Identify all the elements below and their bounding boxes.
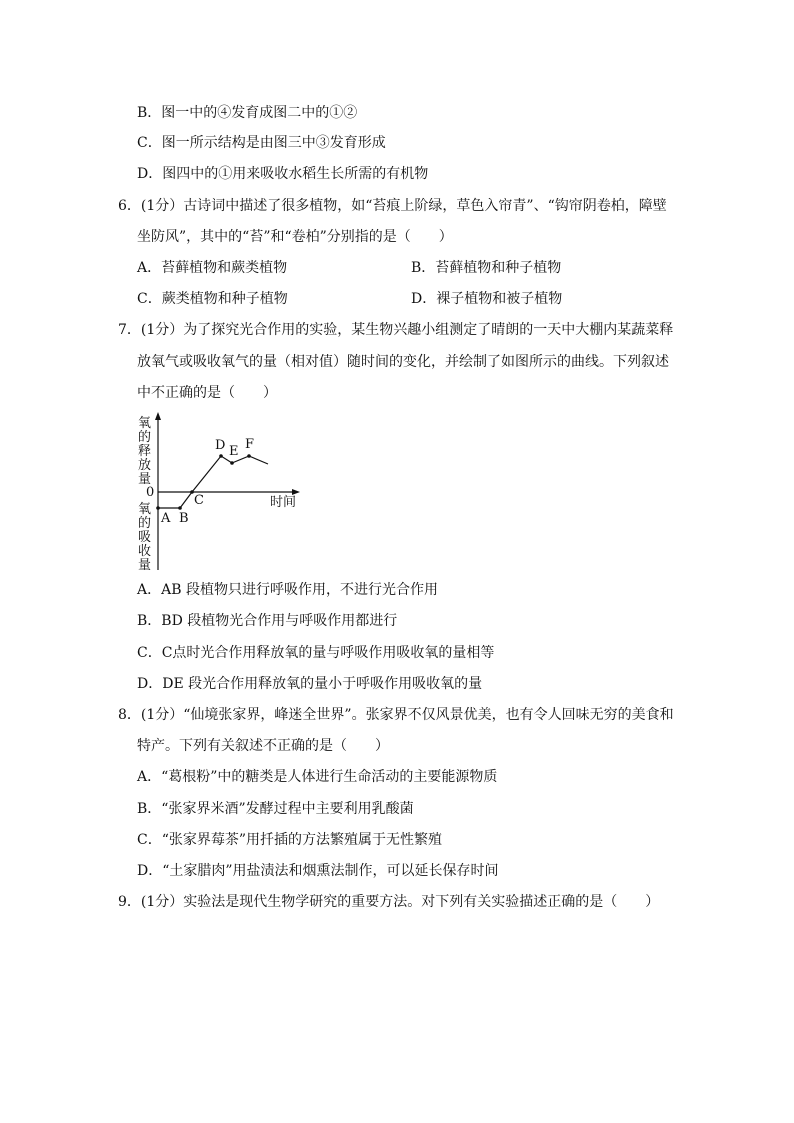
point-c-label: C (194, 493, 204, 508)
point-f-dot (247, 454, 251, 458)
q7-option-a: A．AB 段植物只进行呼吸作用，不进行光合作用 (137, 582, 438, 598)
q7-option-c: C．C点时光合作用释放氧的量与呼吸作用吸收氧的量相等 (137, 645, 495, 661)
q5-option-d: D．图四中的①用来吸收水稻生长所需的有机物 (137, 166, 429, 182)
q7-stem-line2: 放氧气或吸收氧气的量（相对值）随时间的变化，并绘制了如图所示的曲线。下列叙述 (137, 354, 669, 370)
q8-option-b: B．“张家界米酒”发酵过程中主要利用乳酸菌 (137, 801, 414, 817)
oxygen-curve-figure (130, 410, 310, 575)
x-axis-label: 时间 (270, 495, 297, 510)
q7-option-b: B．BD 段植物光合作用与呼吸作用都进行 (137, 613, 398, 629)
zero-label: 0 (146, 485, 155, 500)
point-a-label: A (161, 511, 171, 526)
y-bottom-label-4: 收 (138, 544, 152, 559)
q6-option-a: A．苔藓植物和蕨类植物 (137, 260, 288, 276)
point-b-dot (178, 506, 182, 510)
q5-option-c: C．图一所示结构是由图三中③发育形成 (137, 135, 386, 151)
y-top-label-2: 的 (138, 430, 152, 445)
y-bottom-label-2: 的 (138, 516, 152, 531)
point-d-dot (219, 454, 223, 458)
point-d-label: D (215, 438, 226, 453)
q5-option-b: B．图一中的④发育成图二中的①② (137, 105, 358, 121)
y-top-label-1: 氧 (138, 416, 152, 431)
point-f-label: F (245, 437, 255, 452)
q6-stem-line2: 坐防风”，其中的“苔”和“卷柏”分别指的是（ ） (137, 229, 453, 245)
q6-stem-line1: 6．(1分）古诗词中描述了很多植物，如“苔痕上阶绿，草色入帘青”、“钩帘阴卷柏，障壁 (118, 198, 667, 214)
oxygen-curve (158, 456, 268, 508)
point-a-dot (156, 506, 160, 510)
q6-option-b: B．苔藓植物和种子植物 (411, 260, 562, 276)
point-e-dot (230, 461, 234, 465)
y-bottom-label-5: 量 (138, 558, 152, 573)
y-axis-arrow (155, 412, 161, 420)
q7-stem-line3: 中不正确的是（ ） (137, 385, 277, 401)
q6-option-c: C．蕨类植物和种子植物 (137, 291, 288, 307)
y-bottom-label-1: 氧 (138, 502, 152, 517)
q8-option-a: A．“葛根粉”中的糖类是人体进行生命活动的主要能源物质 (137, 769, 498, 785)
point-e-label: E (229, 444, 239, 459)
q8-stem-line1: 8．(1分）“仙境张家界，峰迷全世界”。张家界不仅风景优美，也有令人回味无穷的美食和 (118, 707, 674, 723)
y-bottom-label-3: 吸 (138, 530, 152, 545)
q8-stem-line2: 特产。下列有关叙述不正确的是（ ） (137, 738, 389, 754)
q7-option-d: D．DE 段光合作用释放氧的量小于呼吸作用吸收氧的量 (137, 676, 483, 692)
q7-stem-line1: 7．(1分）为了探究光合作用的实验，某生物兴趣小组测定了晴朗的一天中大棚内某蔬菜释 (118, 322, 674, 338)
q8-option-d: D．“土家腊肉”用盐渍法和烟熏法制作，可以延长保存时间 (137, 863, 499, 879)
q8-option-c: C．“张家界莓茶”用扦插的方法繁殖属于无性繁殖 (137, 832, 443, 848)
q9-stem-line1: 9．(1分）实验法是现代生物学研究的重要方法。对下列有关实验描述正确的是（ ） (118, 894, 660, 910)
q6-option-d: D．裸子植物和被子植物 (411, 291, 563, 307)
point-b-label: B (179, 511, 189, 526)
y-top-label-5: 量 (138, 472, 152, 487)
y-top-label-3: 释 (138, 444, 152, 459)
y-top-label-4: 放 (138, 458, 152, 473)
